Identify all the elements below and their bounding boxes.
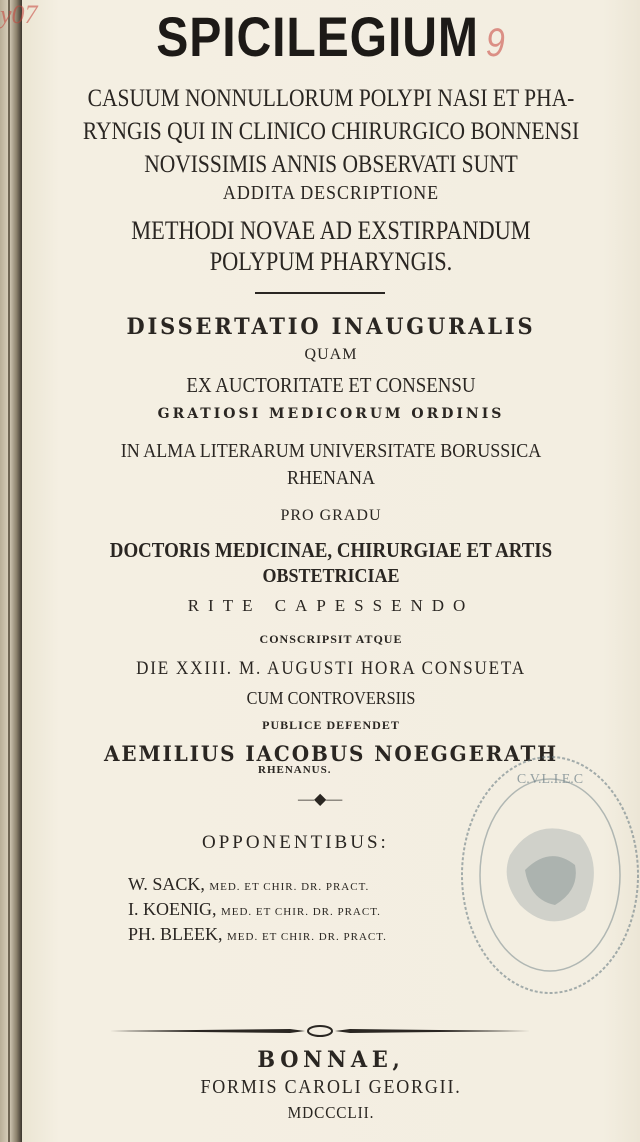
doctoris-line: DOCTORIS MEDICINAE, CHIRURGIAE ET ARTIS	[109, 538, 553, 562]
opponent-3-name: PH. BLEEK,	[128, 924, 223, 944]
opponent-1	[128, 874, 369, 895]
spine-line	[8, 0, 10, 1142]
obstetriciae-line: OBSTETRICIAE	[262, 565, 400, 587]
pro-gradu-line: PRO GRADU	[280, 507, 382, 524]
formis-line: FORMIS CAROLI GEORGII.	[200, 1076, 462, 1098]
book-spine	[0, 0, 22, 1142]
opponentibus-heading: OPPONENTIBUS:	[202, 832, 389, 853]
opponent-3	[128, 924, 387, 945]
methodi-line-1: METHODI NOVAE AD EXSTIRPANDUM	[131, 216, 531, 245]
title-mark: 9	[485, 21, 506, 65]
opponent-2	[128, 899, 381, 920]
stamp-text: C.V.L.I.E.C	[516, 772, 584, 787]
rhenana-line: RHENANA	[286, 467, 376, 489]
subtitle-line-3: NOVISSIMIS ANNIS OBSERVATI SUNT	[144, 151, 518, 178]
opponent-2-name: I. KOENIG,	[128, 899, 217, 919]
bonnae-line: BONNAE,	[257, 1047, 405, 1073]
year-line: MDCCCLII.	[287, 1103, 375, 1122]
in-alma-line: IN ALMA LITERARUM UNIVERSITATE BORUSSICA	[120, 440, 542, 462]
corner-mark: y07	[0, 0, 38, 29]
dissertatio-heading: DISSERTATIO INAUGURALIS	[126, 314, 536, 340]
subtitle-line-1: CASUUM NONNULLORUM POLYPI NASI ET PHA-	[87, 85, 575, 112]
library-stamp	[440, 745, 640, 1005]
ex-auctoritate-line: EX AUCTORITATE ET CONSENSU	[186, 373, 476, 397]
gratiosi-line: GRATIOSI MEDICORUM ORDINIS	[157, 406, 505, 422]
addita-line: ADDITA DESCRIPTIONE	[222, 182, 440, 204]
ornament-dash: —◆—	[298, 791, 343, 808]
methodi-line-2: POLYPUM PHARYNGIS.	[209, 247, 453, 276]
subtitle-line-2: RYNGIS QUI IN CLINICO CHIRURGICO BONNENSI	[82, 118, 580, 145]
opponent-2-title: MED. ET CHIR. DR. PRACT.	[220, 906, 381, 918]
cum-line: CUM CONTROVERSIIS	[246, 688, 416, 708]
die-line: DIE XXIII. M. AUGUSTI HORA CONSUETA	[136, 658, 526, 679]
author-name: AEMILIUS IACOBUS NOEGGERATH	[104, 741, 558, 766]
conscripsit-line: CONSCRIPSIT ATQUE	[259, 632, 403, 646]
rite-line: RITE CAPESSENDO	[187, 596, 475, 615]
rhenanus-line: RHENANUS.	[258, 764, 332, 776]
opponent-1-title: MED. ET CHIR. DR. PRACT.	[209, 881, 370, 893]
divider-rule	[255, 292, 385, 294]
page-title	[65, 4, 596, 69]
title-text: SPICILEGIUM	[156, 5, 479, 68]
opponent-3-title: MED. ET CHIR. DR. PRACT.	[227, 931, 387, 943]
ornamental-rule	[110, 1025, 530, 1037]
publice-line: PUBLICE DEFENDET	[262, 718, 400, 732]
opponent-1-name: W. SACK,	[128, 874, 205, 894]
quam-line: QUAM	[304, 346, 358, 363]
